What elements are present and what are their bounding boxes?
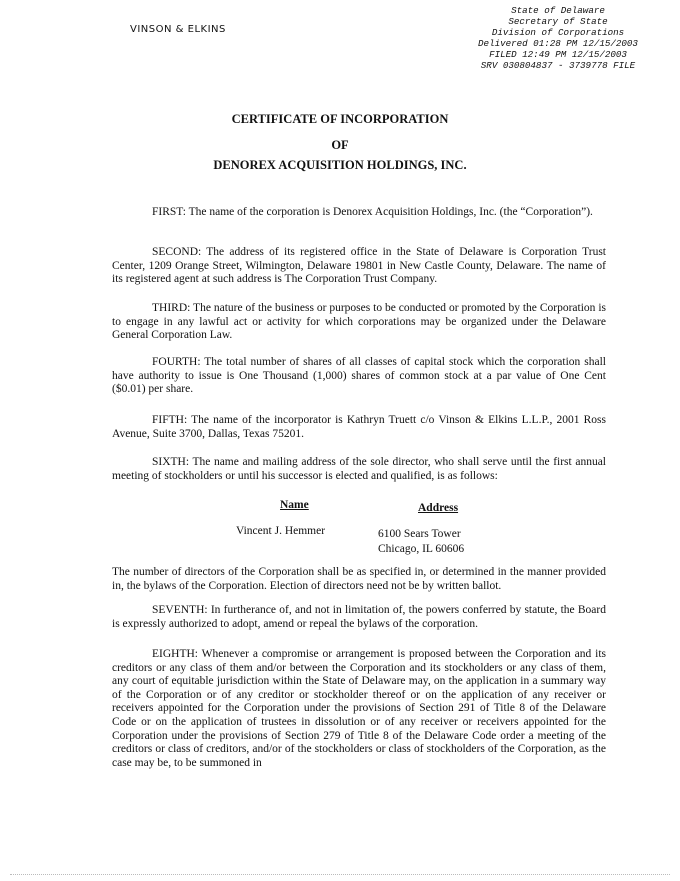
article-second: SECOND: The address of its registered office in the State of Delaware is Corporation Trust Center, 1209 Orange Street, Wilmington, Delaware 19801 in New Castle County, Delaware. The name of its registered agent at such address is The Corporation Trust Company. — [112, 246, 606, 286]
title-of: OF — [331, 138, 349, 152]
stamp-line: SRV 030804837 - 3739778 FILE — [480, 60, 636, 71]
article-third: THIRD: The nature of the business or purposes to be conducted or promoted by the Corporation is to engage in any lawful act or activity for which corporations may be organized under the Delaware General Corporation Law. — [112, 302, 606, 342]
company-name-title: DENOREX ACQUISITION HOLDINGS, INC. — [213, 158, 467, 172]
article-sixth-continued: The number of directors of the Corporation shall be as specified in, or determined in the manner provided in, the bylaws of the Corporation. Election of directors need not be by written ballot. — [112, 566, 606, 592]
director-address-line2: Chicago, IL 60606 — [378, 543, 465, 555]
stamp-line: FILED 12:49 PM 12/15/2003 — [489, 49, 627, 60]
article-fifth: FIFTH: The name of the incorporator is Kathryn Truett c/o Vinson & Elkins L.L.P., 2001 Ross Avenue, Suite 3700, Dallas, Texas 75201. — [112, 414, 606, 440]
stamp-line: State of Delaware — [511, 5, 605, 16]
article-fourth: FOURTH: The total number of shares of all classes of capital stock which the corporation shall have authority to issue is One Thousand (1,000) shares of common stock at a par value of One Cent ($0.01) per share. — [112, 356, 606, 396]
stamp-line: Division of Corporations — [491, 27, 625, 38]
article-sixth: SIXTH: The name and mailing address of the sole director, who shall serve until the first annual meeting of stockholders or until his successor is elected and qualified, is as follows: — [112, 456, 606, 482]
article-eighth: EIGHTH: Whenever a compromise or arrangement is proposed between the Corporation and its creditors or any class of them and/or between the Corporation and its stockholders or any class of them, any court of equitable jurisdiction within the State of Delaware may, on the application in a summary way of the Corporation or of any creditor or stockholder thereof or on the application of any receiver or receivers appointed for the Corporation under the provisions of Section 291 of Title 8 of the Delaware Code or on the application of trustees in dissolution or of any receiver or receivers appointed for the Corporation under the provisions of Section 279 of Title 8 of the Delaware Code order a meeting of the creditors or class of creditors, and/or of the stockholders or class of stockholders of the Corporation, as the case may be, to be summoned in — [112, 648, 606, 769]
stamp-line: Secretary of State — [508, 16, 608, 27]
filing-stamp — [458, 5, 658, 71]
article-first: FIRST: The name of the corporation is Denorex Acquisition Holdings, Inc. (the “Corporation”). — [152, 206, 593, 218]
director-address-line1: 6100 Sears Tower — [378, 528, 461, 540]
law-firm-header: VINSON & ELKINS — [130, 24, 226, 35]
stamp-line: Delivered 01:28 PM 12/15/2003 — [478, 38, 638, 49]
director-address-header: Address — [418, 502, 459, 514]
article-seventh: SEVENTH: In furtherance of, and not in limitation of, the powers conferred by statute, the Board is expressly authorized to adopt, amend or repeal the bylaws of the corporation. — [112, 604, 606, 630]
scan-artifact-line — [10, 874, 670, 876]
director-name-header: Name — [280, 499, 309, 511]
document-title: CERTIFICATE OF INCORPORATION — [231, 112, 449, 126]
director-name: Vincent J. Hemmer — [236, 525, 326, 537]
